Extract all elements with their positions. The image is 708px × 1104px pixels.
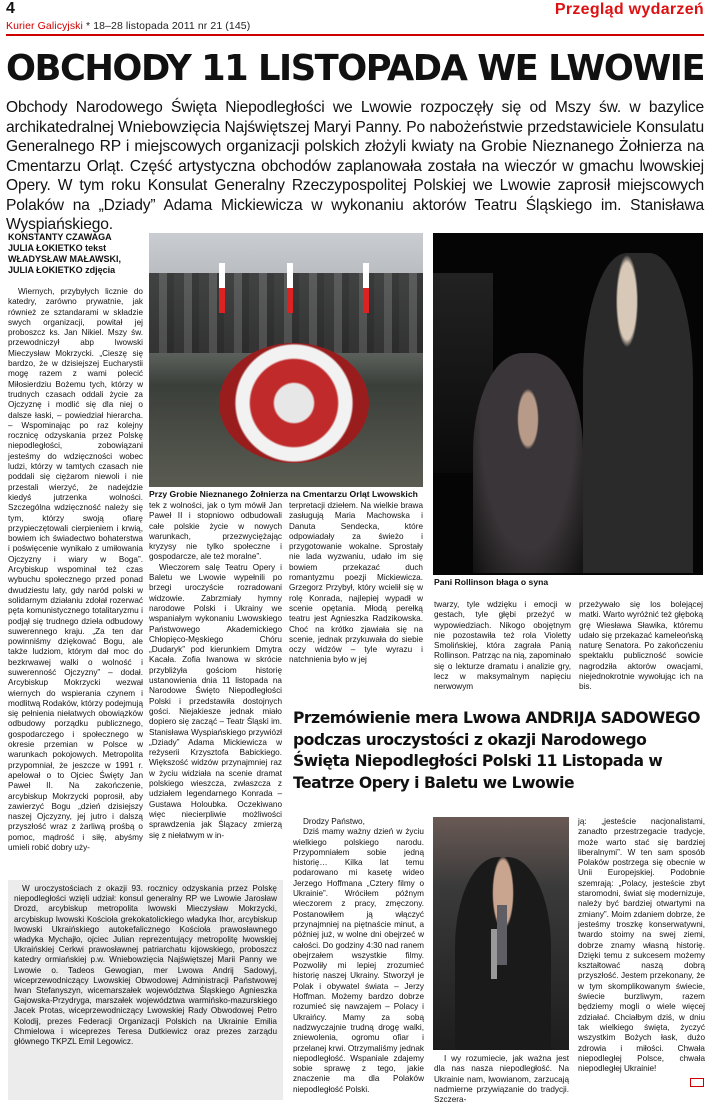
article-column-2	[149, 501, 282, 841]
flag-shape	[287, 263, 293, 313]
article-headline: OBCHODY 11 LISTOPADA WE LWOWIE	[6, 48, 705, 89]
photo-figure-shape	[583, 253, 693, 573]
speech-heading-text: Przemówienie mera Lwowa	[293, 709, 526, 727]
photo-wreath-ceremony	[149, 233, 423, 487]
photo-caption: Przy Grobie Nieznanego Żołnierza na Cmentarzu Orląt Lwowskich	[149, 489, 418, 499]
issue-publication: Kurier Galicyjski	[6, 20, 83, 32]
column-paragraph: Wieczorem salę Teatru Opery i Baletu we Lwowie wypełnili po brzegi uroczyście rozradowani widzowie. Zabrzmiały hymny narodowe Polski i Ukrainy we wspaniałym wykonaniu Lwowskiego Państwowego Akademickiego Chłopięco-Męskiego Chóru „Dudaryk” pod kierunkiem Dmytra Kacała. Zofia Iwanowa w skrócie przybliżyła gościom historię ustanowienia dnia 11 listopada na Narodowe Święto Niepodległości Polski i przedstawiła dostojnych gości. Niejakiesze jednak miało dopiero się zacząć – Teatr Śląski im. Stanisława Wyspiańskiego przywiózł „Dziady” Adama Mickiewicza w reżyserii Krzysztofa Babickiego. Większość widzów przynajmniej raz w życiu widziała na scenie dramat polskiego wieszcza, zwłaszcza z udziałem legendarnego Konrada – Gustawa Holoubka. Oczekiwano więc niecierpliwie możliwości sprawdzenia jak Ślązacy zmierzą się z niełatwym w in-	[149, 562, 282, 840]
article-column-1: Wiernych, przybyłych licznie do katedry, zarówno prywatnie, jak również ze sztandarami w składzie swych organizacji, powitał jej proboszcz ks. Jan Nikiel. Mszy św. przewodniczył abp lwowski Mieczysław Mokrzycki. „Cieszę się bardzo, że w dzisiejszej Eucharystii mogę razem z wami polecić Miłosierdziu Bożemu tych, którzy w trudnych czasach oddali życie za Ojczyznę i modlić się dla niej o dalsze łaski, – powiedział hierarcha. – Wspominając po raz kolejny rocznicę odzyskania przez Polskę niepodległości, zobowiązani jesteśmy do wdzięczności wobec ludzi, którzy w tamtych czasach nie poddali się ciężarom niewoli i nie przestali wierzyć, że nadejdzie kiedyś jutrzenka wolności. Szczególna wdzięczność należy się tym, którzy swoją ofiarę przypieczętowali cierpieniem i krwią, bowiem ich świadectwo bohaterstwa i poświęcenie wynikało z umiłowania Ojczyzny i wiary w Boga”. Arcybiskup wspominał też czas wybuchu społecznego przed ponad dwudziestu laty, gdy naród polski w solidarnym działaniu zdołał rozerwać pęta komunistycznego totalitaryzmu i podjął się trudnego dzieła odbudowy suwerennego kraju. „Za ten dar powinniśmy dziękować Bogu, ale także ludziom, którym dał moc do bezkrwawej walki o wolność i suwerenność Ojczyzny” – dodał. Arcybiskup Mokrzycki wezwał wiernych do wspierania czynem i modlitwą Rodaków, którzy podejmują się pełnienia niełatwych obowiązków odbudowy porządku publicznego, gospodarczego i społecznego w okresie przemian w Polsce w warunkach pokojowych. Metropolita przypomniał, że jeszcze w 1991 r. apelował o to Ojciec Święty Jan Paweł II. Na zakończenie, arcybiskup Mokrzycki poprosił, aby zawierzyć Bogu „dzień dzisiejszy naszej Ojczyzny, jej jutro i dalszą przyszłość wraz z żarliwą prośbą o pomoc, mądrość i siłę, abyśmy umieli robić dobry uży-	[8, 287, 143, 853]
article-column-5: przeżywało się los bolejącej matki. Warto wyróżnić też głęboką grę Wiesława Sławika, któremu udało się przekazać kameleońską naturę Senatora. Po zakończeniu spektaklu publiczność sowicie nagrodziła aktorów owacjami, niejednokrotnie wywołując ich na bis.	[579, 600, 703, 692]
photo-wreath-shape	[219, 343, 369, 463]
photo-mayor-speaking	[433, 817, 569, 1050]
page-number: 4	[6, 0, 15, 17]
photo-crowd-shape	[149, 273, 423, 353]
speech-column-2: I wy rozumiecie, jak ważna jest dla nas nasza niepodległość. Na Ukrainie nam, lwowianom, zarzucają nadmierne przywiązanie do tradycji. Szczera-	[434, 1054, 569, 1104]
speech-greeting: Drodzy Państwo,	[303, 817, 365, 826]
guests-list: W uroczystościach z okazji 93. rocznicy odzyskania przez Polskę niepodległości wzięli udział: konsul generalny RP we Lwowie Jarosław Drozd, arcybiskup metropolita lwowski Mieczysław Mokrzycki, arcybiskup lwowski Kościoła grekokatolickiego władyka Ihor, arcybiskup lwowski Ukraińskiego autokefalicznego Kościoła prawosławnego władyka Mychajło, ojciec Julian reprezentujący metropolitę lwowskiej Ukraińskiej Cerkwi prawosławnej patriarchatu kijowskiego, proboszcz katedry ormiańskiej p.w. Wniebowzięcia Najświętszej Marii Panny we Lwowie o. Tadeos Gewogian, mer Lwowa Andrij Sadowyj, wiceprzewodniczący Lwowskiej Obwodowej Administracji Państwowej Iwan Stefanyszyn, wicemarszałek województwa Śląskiego Agnieszka Gajowska-Przydryga, marszałek województwa warmińsko-mazurskiego Jacek Protas, wiceprzewodniczący Lwowskiej Rady Obwodowej Petro Kolodij, prezes Federacji Organizacji Polskich na Ukrainie Emilia Chmielowa i wiceprezes Teresa Dutkiewicz oraz prezes zarządu głównego TKPZL Emil Legowicz.	[14, 884, 277, 1047]
photo-theatre-scene	[433, 233, 703, 575]
speech-column-3: ją: „jesteście nacjonalistami, zanadto przestrzegacie tradycje, może warto stać się bardziej liberalnymi”. W ten sam sposób Polaków postrzega się obecnie w Unii Europejskiej. Podobnie szemrają: „Polacy, jesteście zbyt staromodni, świat się modernizuje, należy być bardziej otwartymi na zmiany”. Moim zdaniem dobrze, że jesteśmy troszkę konserwatywni, twardo stoimy na swej ziemi, dobrze znamy własną historię. Dzięki temu z sukcesem możemy kształtować naszą dobrą przyszłość. Jestem przekonany, że w tym skomplikowanym świecie, świecie burzliwym, razem będziemy mogli o wiele więcej zdziałać. Chciałbym dziś, w dniu tak wielkiego święta, życzyć wszystkim Bożych łask, dużo zdrowia i miłości. Chwała niepodległej Polsce, chwała niepodległej Ukrainie!	[578, 817, 705, 1074]
credit-line: KONSTANTY CZAWAGA	[8, 232, 112, 242]
microphone-icon	[491, 929, 497, 979]
credit-line: WŁADYSŁAW MAŁAWSKI,	[8, 254, 121, 264]
article-column-3: terpretacji dziełem. Na wielkie brawa zasługują Maria Machowska i Danuta Sendecka, które odpowiadały za świeżo i przygotowanie wokalne. Sprostały nie lada wyzwaniu, udało im się bowiem przekazać duch romantyzmu poezji Mickiewicza. Grzegorz Przybył, który wcielił się w rolę Konrada, najlepiej wypadł w scenie opętania. Młodą perełką teatru jest Agnieszka Radzikowska. Choć na krótko zjawiała się na scenie, jednak przykuwała do siebie oczy widzów – tyle wyrazu i natchnienia było w jej	[289, 501, 423, 665]
issue-date: * 18–28 listopada 2011 nr 21 (145)	[82, 20, 251, 32]
credit-line: JULIA ŁOKIETKO tekst	[8, 243, 107, 253]
article-lead: Obchody Narodowego Święta Niepodległości we Lwowie rozpoczęły się od Mszy św. w bazylice archikatedralnej Wniebowzięcia Najświętszej Maryi Panny. Po nabożeństwie przedstawiciele Konsulatu Generalnego RP i miejscowych organizacji polskich złożyli kwiaty na Grobie Nieznanego Żołnierza na Cmentarzu Orląt. Część artystyczna obchodów zaplanowała została na wieczór w gmachu lwowskiej Opery. W tym roku Konsulat Generalny Rzeczypospolitej Polskiej we Lwowie zaprosił miejscowych Polaków na „Dziady” Adama Mickiewicza w wykonaniu aktorów Teatru Śląskiego im. Stanisława Wyspiańskiego.	[6, 99, 704, 233]
end-mark-icon	[690, 1078, 704, 1087]
article-column-4: twarzy, tyle wdzięku i emocji w gestach, tyle głębi przeżyć w wypowiedziach. Nikogo obojętnym nie pozostawiła też rola Violetty Smolińskiej, która zagrała Panią Rollinson. Patrząc na nią, zapominało się o lekturze dramatu i analizie gry, lecz w maksymalnym napięciu nerwowym	[434, 600, 571, 692]
credit-line: JULIA ŁOKIETKO zdjęcia	[8, 265, 116, 275]
speech-heading	[293, 708, 705, 794]
photo-caption: Pani Rollinson błaga o syna	[434, 577, 549, 587]
photo-tie-shape	[497, 905, 507, 965]
flag-shape	[363, 263, 369, 313]
column-paragraph: Dziś mamy ważny dzień w życiu wielkiego polskiego narodu. Przypomniałem sobie jedną historię… Kilka lat temu podarowano mi kasetę wideo Jerzego Hoffmana „Cztery filmy o Ukrainie”. Wróciłem późnym wieczorem z pracy, zmęczony. Postanowiłem ją włączyć przynajmniej na piętnaście minut, a później już, w wolne dni obejrzeć w całości. Do godziny 4:30 nad ranem obejrzałem wszystkie filmy. Pozwoliły mi lepiej zrozumieć historię naszej Ukrainy. Stworzył je Polak i obywatel świata – Jerzy Hoffman. Możemy bardzo dobrze rozumieć się nawzajem – Polacy i Ukraińcy. Mamy za sobą nadzwyczajnie trudną drogę walki, zniewolenia, ogromu ofiar i przelanej krwi. Otrzymaliśmy jednak niepodległość. Wspaniale zdajemy sobie sprawę z tego, jakie znaczenie ma dla Polaków niepodległość Polski.	[293, 827, 424, 1094]
flag-shape	[219, 263, 225, 313]
photo-figure-shape	[473, 353, 583, 573]
article-credits	[8, 232, 144, 276]
guests-box	[8, 880, 283, 1100]
speech-heading-name: ANDRIJA SADOWEGO	[525, 709, 700, 727]
header-rule	[6, 34, 704, 36]
section-title: Przegląd wydarzeń	[554, 1, 704, 18]
issue-line	[6, 20, 250, 32]
column-paragraph: tek z wolności, jak o tym mówił Jan Paweł II i stopniowo odbudowali całe polskie życie w nowych warunkach, przezwyciężając kryzysy nie tylko społeczne i gospodarcze, ale też moralne”.	[149, 501, 282, 562]
speech-heading-text: podczas uroczystości z okazji Narodowego Święta Niepodległości Polski 11 Listopada w Teatrze Opery i Baletu we Lwowie	[293, 730, 663, 792]
speech-column-1	[293, 817, 424, 1095]
